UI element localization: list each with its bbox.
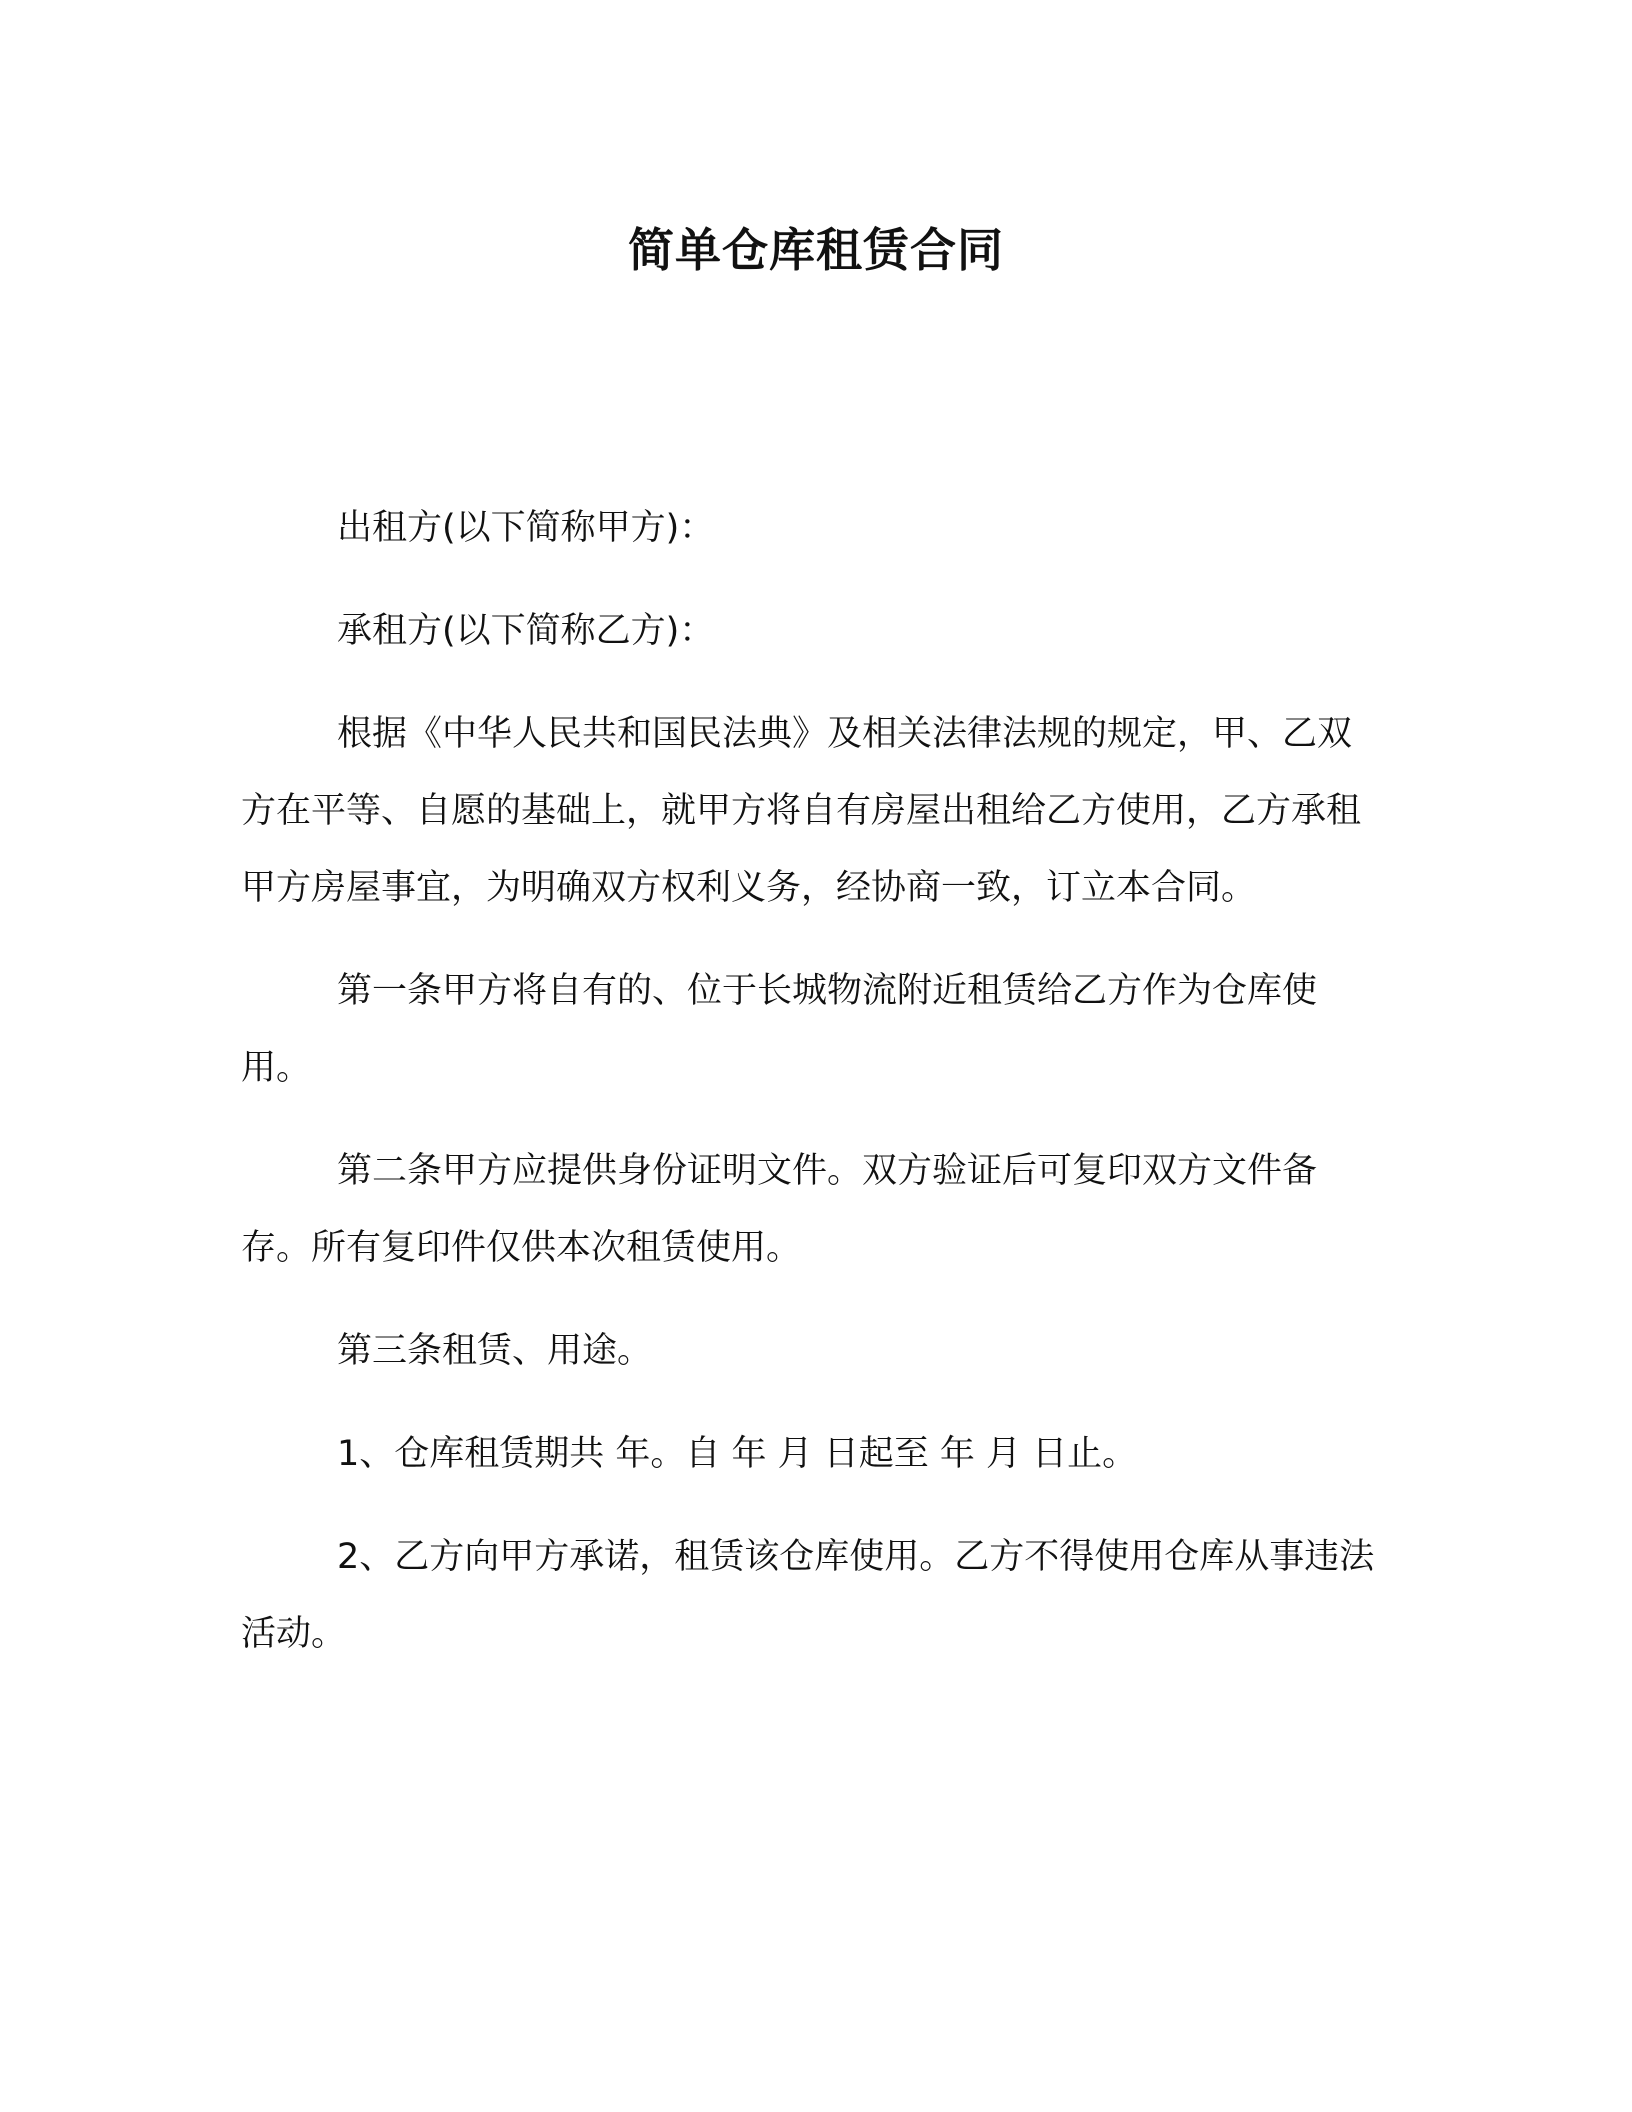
paragraph-preamble: 根据《中华人民共和国民法典》及相关法律法规的规定，甲、乙双方在平等、自愿的基础上，就甲方将自有房屋出租给乙方使用，乙方承租甲方房屋事宜，为明确双方权利义务，经协商一致，订立本合同。 bbox=[241, 714, 1362, 908]
paragraph-article-2: 第二条甲方应提供身份证明文件。双方验证后可复印双方文件备存。所有复印件仅供本次租赁使用。 bbox=[241, 1151, 1318, 1268]
paragraph-item-2: 2、乙方向甲方承诺，租赁该仓库使用。乙方不得使用仓库从事违法活动。 bbox=[241, 1537, 1375, 1654]
paragraph-article-1: 第一条甲方将自有的、位于长城物流附近租赁给乙方作为仓库使用。 bbox=[241, 971, 1318, 1088]
paragraph-lessee: 承租方(以下简称乙方)： bbox=[337, 611, 715, 651]
document-body bbox=[241, 490, 1381, 1673]
paragraph-lessor: 出租方(以下简称甲方)： bbox=[337, 508, 715, 548]
paragraph-article-3: 第三条租赁、用途。 bbox=[337, 1331, 653, 1371]
document-title: 简单仓库租赁合同 bbox=[628, 223, 1004, 277]
paragraph-item-1: 1、仓库租赁期共 年。自 年 月 日起至 年 月 日止。 bbox=[337, 1434, 1138, 1474]
